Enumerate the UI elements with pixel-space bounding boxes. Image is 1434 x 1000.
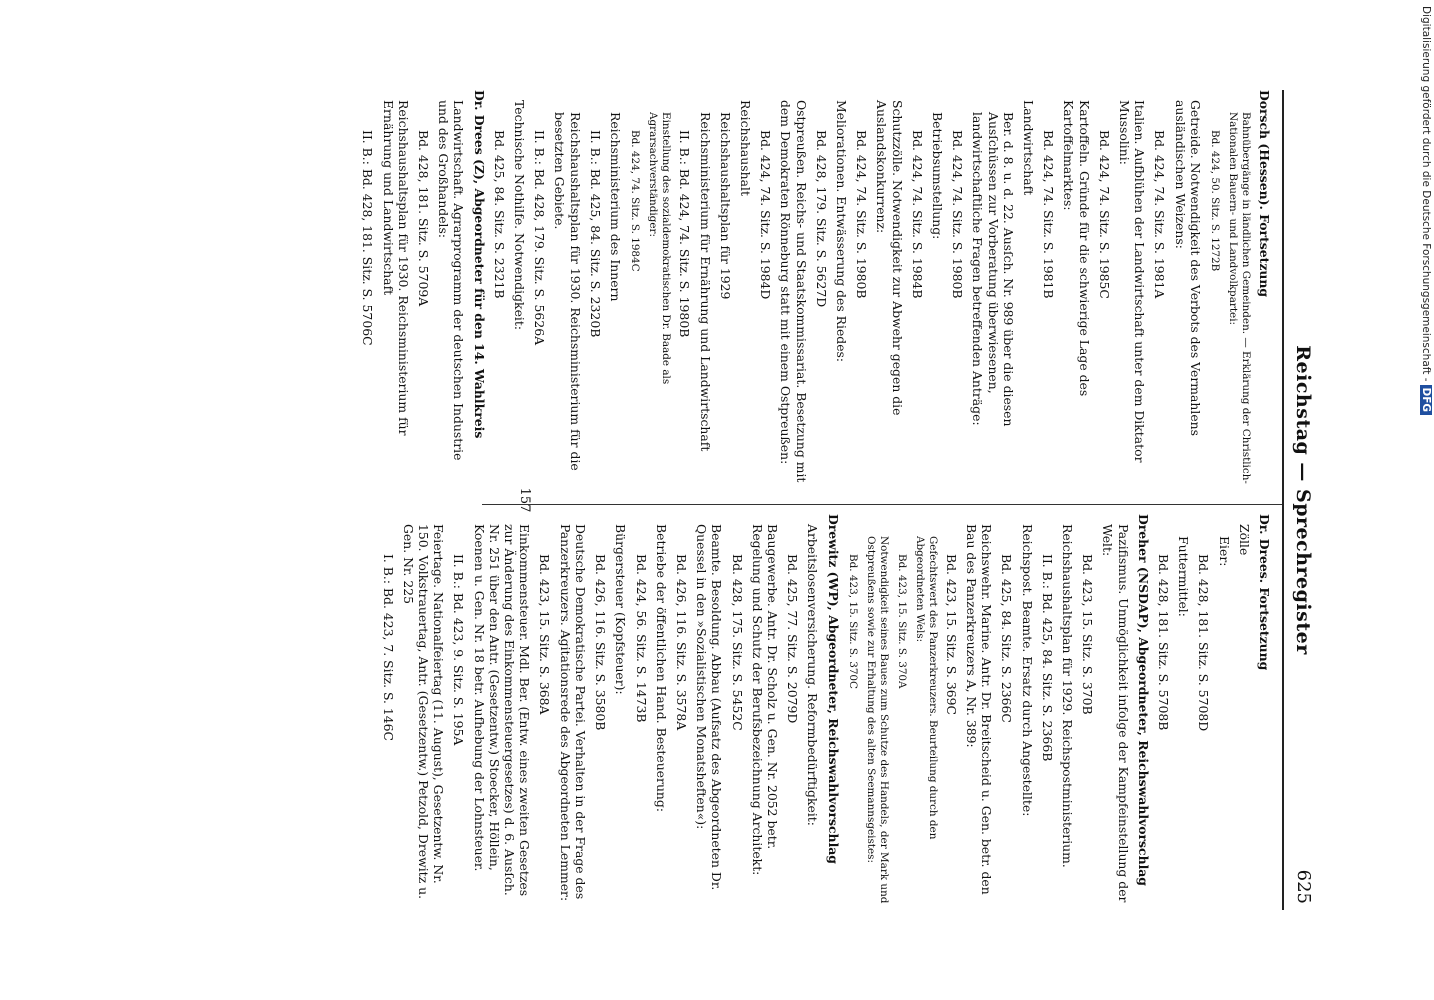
register-reference: Bd. 426, 116. Sitz. S. 3578A bbox=[673, 554, 689, 731]
register-entry: Bürgersteuer (Kopfsteuer): bbox=[613, 524, 629, 695]
register-entry: Getreide. Notwendigkeit des Verbots des Vermahlens ausländischen Weizens: bbox=[1172, 100, 1203, 436]
register-reference: Bd. 428, 181. Sitz. S. 5708B bbox=[1155, 554, 1171, 731]
register-reference: Bd. 424, 74. Sitz. S. 1980B bbox=[950, 130, 966, 299]
register-subentry: Futtermittel: bbox=[1176, 536, 1192, 617]
column-divider bbox=[482, 504, 1282, 505]
register-entry: Landwirtschaft bbox=[1020, 100, 1036, 196]
dfg-logo: DFG bbox=[1420, 385, 1432, 416]
register-entry: Reichswehr. Marine. Antr. Dr. Breitscheid u. Gen. betr. den Bau des Panzerkreuzers A, Nr. 389: bbox=[963, 524, 995, 895]
register-subentry: Reichshaushaltsplan für 1930. Reichsministerium für die besetzten Gebiete. bbox=[552, 112, 583, 471]
register-entry: Landwirtschaft. Agrarprogramm der deutschen Industrie und des Großhandels: bbox=[436, 100, 467, 461]
register-entry: Schutzzölle. Notwendigkeit zur Abwehr gegen die Auslandskonkurrenz: bbox=[874, 100, 905, 416]
header-rule bbox=[1282, 90, 1284, 910]
register-reference: I. B.: Bd. 423, 7. Sitz. S. 146C bbox=[380, 554, 396, 742]
register-entry: Deutsche Demokratische Partei. Verhalten in der Frage des Panzerkreuzers. Agitationsrede des Abgeordneten Lemmer: bbox=[557, 524, 588, 902]
register-reference: II. B.: Bd. 424, 74. Sitz. S. 1980B bbox=[677, 130, 693, 338]
register-reference: Bd. 423, 15. Sitz. S. 370C bbox=[846, 554, 859, 689]
register-entry: Beamte. Besoldung. Abbau (Aufsatz des Abgeordneten Dr. Quessel in den »Sozialistischen Monatsheften«): bbox=[694, 524, 725, 891]
register-reference: Bd. 428, 179. Sitz. S. 5627D bbox=[813, 130, 829, 308]
register-reference: Bd. 428, 181. Sitz. S. 5709A bbox=[416, 130, 432, 307]
register-entry: Arbeitslosenversicherung. Reformbedürftigkeit: bbox=[805, 524, 821, 826]
register-heading: Dr. Drees. Fortsetzung bbox=[1257, 514, 1272, 671]
register-reference: II. B.: Bd. 428, 179. Sitz. S. 5626A bbox=[532, 130, 548, 346]
register-entry: Baugewerbe. Antr. Dr. Scholz u. Gen. Nr. 2052 betr. Regelung und Schutz der Berufsbezeichnung Architekt: bbox=[749, 524, 780, 876]
register-entry: Reichshaushaltsplan für 1930. Reichsministerium für Ernährung und Landwirtschaft bbox=[380, 100, 411, 436]
register-reference: Bd. 424, 74. Sitz. S. 1981A bbox=[1152, 130, 1168, 299]
digitization-note bbox=[1420, 6, 1432, 413]
register-reference: Bd. 423, 15. Sitz. S. 368A bbox=[537, 554, 553, 715]
left-column bbox=[355, 90, 1272, 486]
register-heading: Drewitz (WP), Abgeordneter, Reichswahlvorschlag bbox=[825, 514, 841, 864]
register-subentry: Bahnübergänge in ländlichen Gemeinden. — Erklärung der Christlich-Nationalen Bauern- und Landvolkpartei: bbox=[1226, 112, 1252, 484]
register-reference: II. B.: Bd. 423, 9. Sitz. S. 195A bbox=[451, 554, 467, 746]
register-subentry: Betriebsumstellung: bbox=[929, 112, 945, 240]
register-subentry: Reichsministerium für Ernährung und Landwirtschaft bbox=[697, 112, 713, 452]
register-entry: Zölle bbox=[1236, 524, 1252, 556]
register-entry: Meliorationen. Entwässerung des Riedes: bbox=[833, 100, 849, 363]
register-reference: Bd. 423, 15. Sitz. S. 370B bbox=[1080, 554, 1096, 715]
register-reference: Bd. 424, 74. Sitz. S. 1984C bbox=[629, 130, 642, 272]
register-entry: Technische Nothilfe. Notwendigkeit: bbox=[512, 100, 528, 331]
register-subentry: Einstellung des sozialdemokratischen Dr. Baade als Agrarsachverständiger: bbox=[647, 112, 673, 385]
register-subentry: Notwendigkeit seines Baues zum Schutze des Handels, der Mark und Ostpreußens sowie zur Erhaltung des alten Seemannsgeistes: bbox=[864, 536, 890, 904]
register-reference: Bd. 424, 74. Sitz. S. 1985C bbox=[1096, 130, 1112, 299]
running-head: Reichstag — Sprechregister bbox=[1292, 345, 1314, 655]
rotated-register-page bbox=[120, 90, 1320, 910]
register-reference: Bd. 425, 84. Sitz. S. 2366C bbox=[999, 554, 1015, 723]
register-entry: Reichshaushaltsplan für 1929. Reichspostministerium. bbox=[1059, 524, 1075, 868]
digitization-text: Digitalisierung gefördert durch die Deutsche Forschungsgemeinschaft - bbox=[1420, 6, 1432, 382]
register-reference: Bd. 428, 181. Sitz. S. 5708D bbox=[1196, 554, 1212, 732]
register-reference: Bd. 425, 77. Sitz. S. 2079D bbox=[785, 554, 801, 724]
register-heading: Dr. Drees (Z), Abgeordneter für den 14. Wahlkreis bbox=[471, 90, 487, 439]
register-reference: Bd. 426, 116. Sitz. S. 3580B bbox=[593, 554, 609, 731]
register-reference: Bd. 424, 74. Sitz. S. 1981B bbox=[1041, 130, 1057, 299]
register-reference: Bd. 424, 56. Sitz. S. 1473B bbox=[633, 554, 649, 723]
register-reference: II. B.: Bd. 425, 84. Sitz. S. 2320B bbox=[587, 130, 603, 338]
register-entry: Italien. Aufblühen der Landwirtschaft unter dem Diktator Mussolini: bbox=[1116, 100, 1148, 463]
register-reference: II. B.: Bd. 428, 181. Sitz. S. 5706C bbox=[360, 130, 376, 346]
register-entry: Pazifismus. Unmöglichkeit infolge der Kampfeinstellung der Welt: bbox=[1100, 524, 1131, 903]
register-entry: Betriebe der öffentlichen Hand. Besteuerung: bbox=[653, 524, 669, 813]
register-reference: Bd. 423, 15. Sitz. S. 370A bbox=[895, 554, 908, 689]
register-reference: Bd. 428, 175. Sitz. S. 5452C bbox=[729, 554, 745, 731]
register-entry: Reichspost. Beamte. Ersatz durch Angestellte: bbox=[1019, 524, 1035, 817]
register-reference: Bd. 424, 74. Sitz. S. 1984B bbox=[909, 130, 925, 299]
register-reference: Bd. 424, 74. Sitz. S. 1984D bbox=[758, 130, 774, 300]
register-subentry: Gefechtswert des Panzerkreuzers. Beurteilung durch den Abgeordneten Wels: bbox=[913, 536, 939, 840]
register-reference: Bd. 424, 50. Sitz. S. 1272B bbox=[1208, 130, 1221, 272]
register-entry: Ostpreußen. Reichs- und Staatskommissariat. Besetzung mit dem Demokraten Rönneburg statt mit einem Ostpreußen: bbox=[778, 100, 809, 483]
register-reference: II. B.: Bd. 425, 84. Sitz. S. 2366B bbox=[1039, 554, 1055, 762]
register-subentry: Ber. d. 8. u. d. 22. Ausſch. Nr. 989 über die diesen Ausſchüssen zur Vorberatung überwiesenen, landwirtschaftliche Fragen betreffenden Anträge: bbox=[970, 112, 1016, 427]
register-entry: Reichshaushalt bbox=[737, 100, 753, 196]
right-column bbox=[375, 514, 1272, 910]
register-subentry: Eier: bbox=[1216, 536, 1232, 567]
register-entry: Kartoffeln. Gründe für die schwierige Lage des Kartoffelmarktes: bbox=[1061, 100, 1092, 397]
signature-number: 157 bbox=[517, 487, 532, 513]
register-reference: Bd. 423, 15. Sitz. S. 369C bbox=[943, 554, 959, 715]
register-reference: Bd. 424, 74. Sitz. S. 1980B bbox=[854, 130, 870, 299]
register-reference: Bd. 425, 84. Sitz. S. 2321B bbox=[491, 130, 507, 299]
register-subentry: Reichsministerium des Innern bbox=[608, 112, 624, 302]
page-header bbox=[1280, 90, 1320, 910]
page-number: 625 bbox=[1293, 869, 1314, 904]
register-entry: Feiertage. Nationalfeiertag (11. August), Gesetzentw. Nr. 150. Volkstrauertag, Antr. (Gesetzentw.) Petzold, Drewitz u. Gen. Nr. 225 bbox=[400, 524, 447, 900]
register-heading: Dreher (NSDAP), Abgeordneter, Reichswahlvorschlag bbox=[1135, 514, 1151, 886]
register-entry: Einkommensteuer. Mdl. Ber. (Entw. eines zweiten Gesetzes zur Änderung des Einkommensteuergesetzes) d. 6. Ausſch. Nr. 251 über den Antr. (Gesetzentw.) Stoecker, Höllein, Koenen u. Gen. Nr. 18 betr. Aufhebung der Lohnsteuer. bbox=[471, 524, 533, 897]
register-subentry: Reichshaushaltsplan für 1929 bbox=[717, 112, 733, 300]
register-heading: Dorsch (Hessen). Fortsetzung bbox=[1257, 90, 1272, 298]
